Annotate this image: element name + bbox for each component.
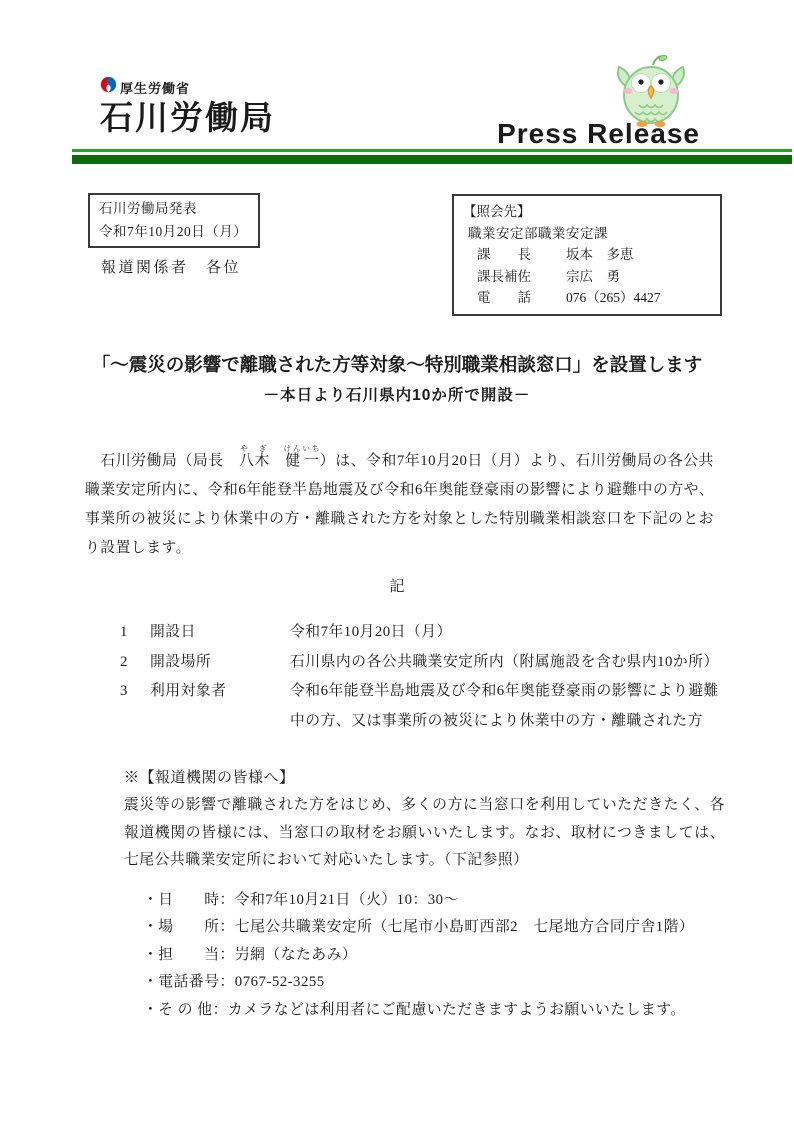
- detail-row: ・場 所： 七尾公共職業安定所（七尾市小島町西部2 七尾地方合同庁舎1階）: [143, 919, 695, 935]
- detail-row: ・電話番号： 0767-52-3255: [143, 974, 325, 990]
- ki-mark: 記: [389, 579, 405, 595]
- detail-items: [120, 618, 719, 736]
- page-subtitle: －本日より石川県内10か所で開設－: [263, 387, 531, 404]
- director-givenname-ruby: 健一けんいち: [283, 444, 322, 469]
- director-surname-ruby: 八木や ぎ: [239, 444, 270, 469]
- item-row: 1 開設日 令和7年10月20日（月）: [120, 624, 452, 640]
- contact-row: 課 長 坂本 多恵: [477, 247, 634, 262]
- press-release-label: Press Release: [497, 118, 700, 149]
- contact-heading: 【照会先】: [463, 204, 531, 219]
- press-note-heading: ※【報道機関の皆様へ】: [124, 770, 295, 786]
- detail-row: ・担 当： 屶網（なたあみ）: [143, 946, 358, 963]
- detail-row: ・そ の 他： カメラなどは利用者にご配慮いただきますようお願いいたします。: [143, 1001, 686, 1018]
- addressee: 報道関係者 各位: [101, 260, 242, 276]
- bureau-name: 石川労働局: [100, 99, 275, 136]
- contact-row: 課長補佐 宗広 勇: [477, 268, 620, 284]
- body-paragraph: 石川労働局（局長 八木や ぎ 健一けんいち）は、令和7年10月20日（月）より、石川労働局の各公共職業安定所内に、令和6年能登半島地震及び令和6年奥能登豪雨の影響により避難中の方や、事業所の被災により休業中の方・離職された方を対象とした特別職業相談窓口を下記のとおり設置します。: [85, 444, 714, 556]
- issuer-name: 石川労働局発表: [99, 201, 197, 216]
- issue-date: 令和7年10月20日（月）: [99, 223, 248, 239]
- press-note: [124, 765, 725, 1024]
- contact-box: [452, 194, 722, 316]
- page-title: 「～震災の影響で離職された方等対象～特別職業相談窓口」を設置します: [91, 354, 703, 375]
- owl-mascot-icon: [610, 55, 692, 127]
- issuer-box: [88, 193, 260, 248]
- contact-row: 電 話 076（265）4427: [477, 290, 661, 305]
- item-row: 3 利用対象者 令和6年能登半島地震及び令和6年奥能登豪雨の影響により避難中の方、又は事業所の被災により休業中の方・離職された方: [120, 683, 719, 729]
- contact-department: 職業安定部職業安定課: [468, 225, 608, 241]
- ministry-name: 厚生労働省: [120, 80, 191, 96]
- header-rule: [72, 149, 792, 164]
- press-note-details: [124, 887, 725, 1025]
- press-note-body: 震災等の影響で離職された方をはじめ、多くの方に当窓口を利用していただきたく、各報道機関の皆様には、当窓口の取材をお願いいたします。なお、取材につきましては、七尾公共職業安定所において対応いたします。（下記参照）: [124, 797, 725, 868]
- item-row: 2 開設場所 石川県内の各公共職業安定所内（附属施設を含む県内10か所）: [120, 653, 719, 670]
- detail-row: ・日 時： 令和7年10月21日（火）10：30～: [143, 891, 459, 908]
